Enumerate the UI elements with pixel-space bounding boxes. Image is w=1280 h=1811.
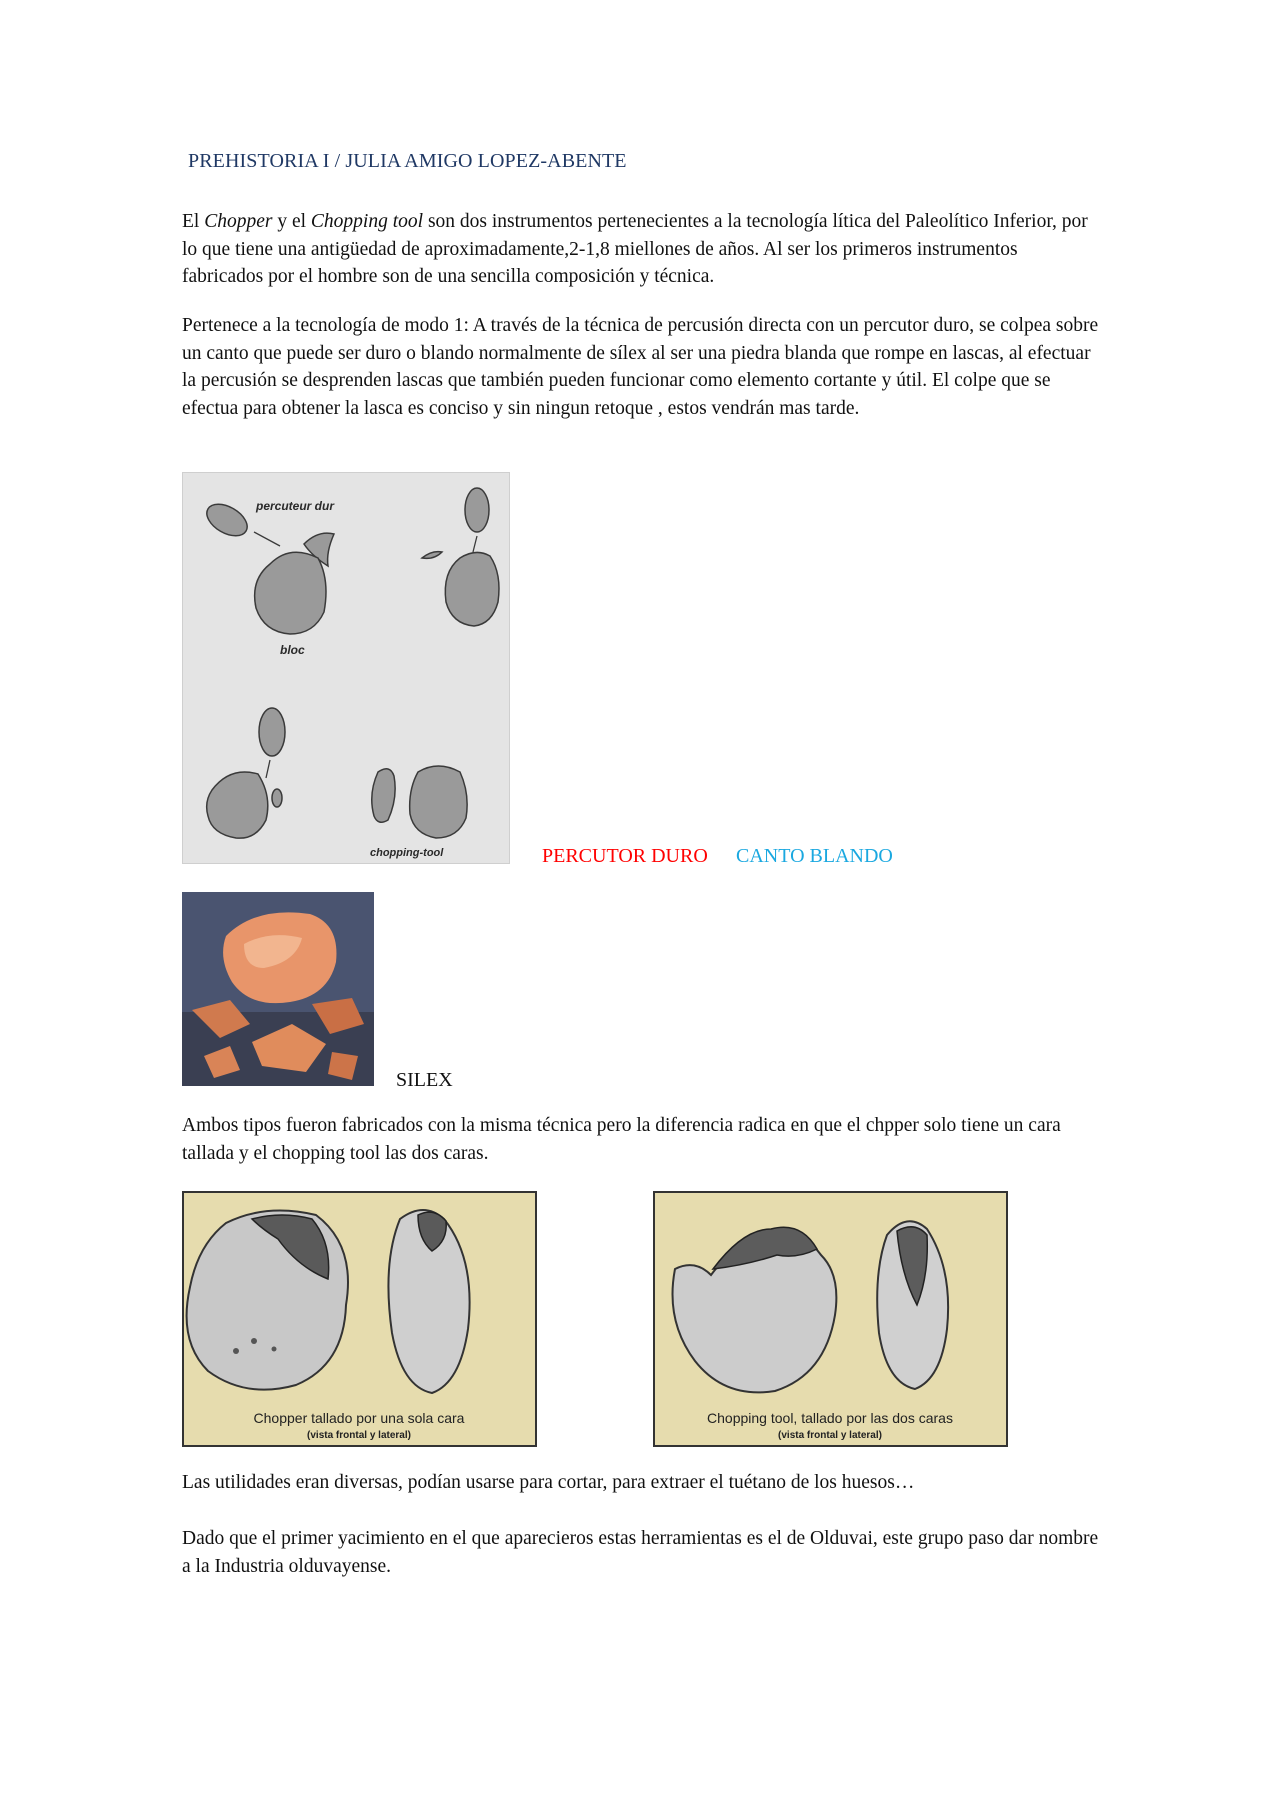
percussion-diagram-image [182, 472, 510, 864]
chopping-caption: Chopping tool, tallado por las dos caras [707, 1410, 953, 1426]
term-chopper: Chopper [204, 211, 273, 232]
intro-text-1: El [182, 211, 205, 232]
intro-paragraph [182, 208, 1102, 291]
difference-paragraph: Ambos tipos fueron fabricados con la misma técnica pero la diferencia radica en que el chpper solo tiene un cara tallada y el chopping tool las dos caras. [182, 1115, 1061, 1164]
canto-blando-caption: CANTO BLANDO [736, 845, 893, 867]
chopping-tool-label: chopping-tool [370, 847, 444, 859]
chopper-illustration [182, 1191, 537, 1447]
chopping-subcaption: (vista frontal y lateral) [778, 1430, 882, 1441]
chopper-subcaption: (vista frontal y lateral) [307, 1430, 411, 1441]
percuteur-label: percuteur dur [256, 499, 335, 513]
bloc-label: bloc [280, 643, 305, 657]
olduvai-paragraph: Dado que el primer yacimiento en el que aparecieros estas herramientas es el de Olduvai, este grupo paso dar nombre a la Industria olduvayense. [182, 1528, 1099, 1577]
uses-paragraph: Las utilidades eran diversas, podían usarse para cortar, para extraer el tuétano de los huesos… [182, 1472, 915, 1493]
page-title: PREHISTORIA I / JULIA AMIGO LOPEZ-ABENTE [188, 150, 627, 172]
percutor-duro-caption: PERCUTOR DURO [542, 845, 708, 867]
intro-text-2: y el [272, 211, 311, 232]
intro-text-3: son dos instrumentos pertenecientes a la tecnología lítica del Paleolítico Inferior, por lo que tiene una antigüedad de aproximadamente,2-1,8 miellones de años. Al ser los primeros instrumentos fabricados por el hombre son de una sencilla composición y técnica. [182, 211, 1088, 287]
term-chopping-tool: Chopping tool [310, 211, 424, 232]
chopping-tool-illustration [653, 1191, 1008, 1447]
silex-caption: SILEX [396, 1069, 453, 1091]
silex-photo [182, 892, 374, 1086]
chopper-caption: Chopper tallado por una sola cara [253, 1410, 465, 1426]
technique-paragraph: Pertenece a la tecnología de modo 1: A través de la técnica de percusión directa con un percutor duro, se colpea sobre un canto que puede ser duro o blando normalmente de sílex al ser una piedra blanda que rompe en lascas, al efectuar la percusión se desprenden lascas que también pueden funcionar como elemento cortante y útil. El colpe que se efectua para obtener la lasca es conciso y sin ningun retoque , estos vendrán mas tarde. [182, 315, 1099, 419]
